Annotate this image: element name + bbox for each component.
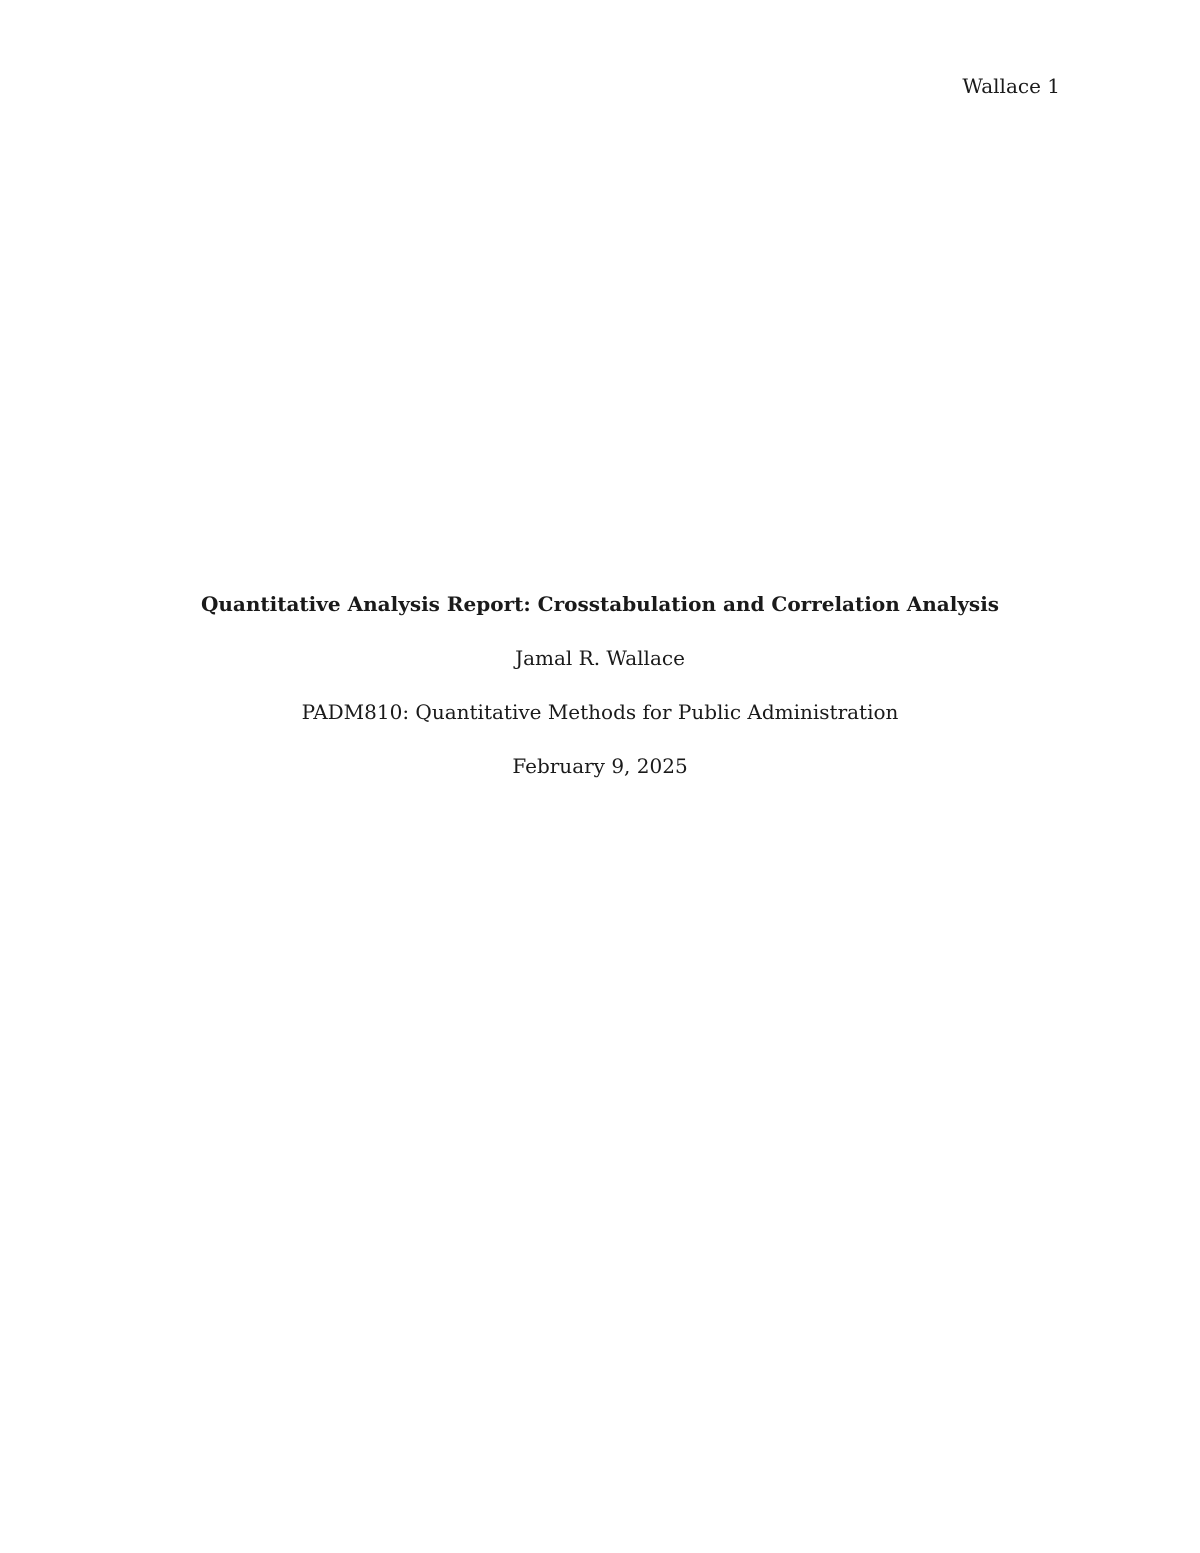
spacer — [0, 672, 1200, 698]
running-head-page-number: Wallace 1 — [962, 74, 1060, 98]
document-date: February 9, 2025 — [512, 754, 688, 778]
course-name: PADM810: Quantitative Methods for Public Administration — [301, 700, 899, 724]
spacer — [0, 618, 1200, 644]
author-name: Jamal R. Wallace — [515, 646, 685, 670]
document-title: Quantitative Analysis Report: Crosstabulation and Correlation Analysis — [200, 592, 1000, 616]
title-block — [0, 590, 1200, 780]
spacer — [0, 726, 1200, 752]
